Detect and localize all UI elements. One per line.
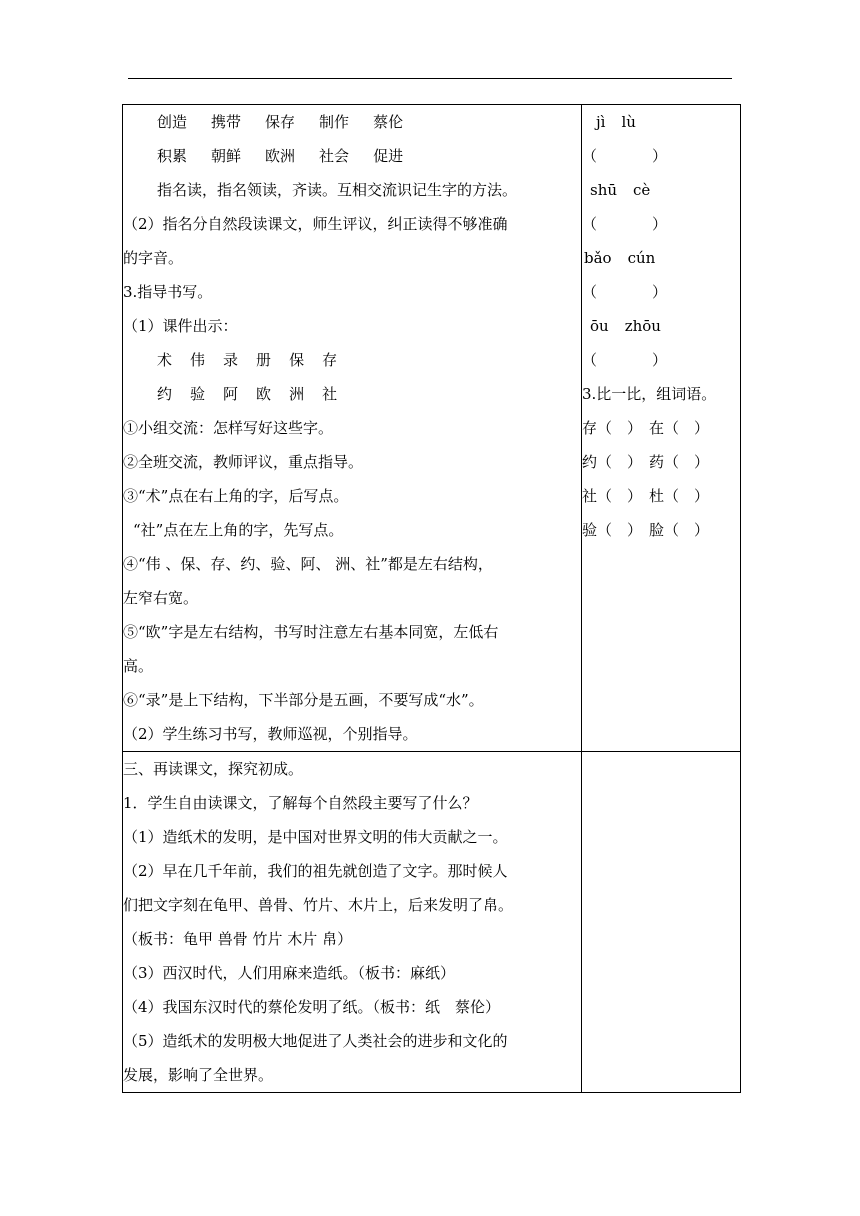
main-cell: [123, 752, 582, 1093]
point-2: ②全班交流，教师评议，重点指导。: [123, 453, 364, 471]
point-5a: ⑤“欧”字是左右结构，书写时注意左右基本同宽，左低右: [123, 623, 499, 641]
table-row: [123, 105, 741, 752]
answer-blank: [582, 207, 740, 241]
vocab-word: 创造: [157, 113, 188, 131]
pinyin-line: [582, 309, 740, 343]
paren-close: ）: [652, 283, 668, 301]
paragraph-2c: （板书：龟甲 兽骨 竹片 木片 帛）: [123, 930, 353, 948]
char: 保: [289, 351, 305, 369]
practice-line: （2）学生练习书写，教师巡视，个别指导。: [123, 725, 418, 743]
side-cell-empty: [582, 752, 741, 1093]
compare-row: [582, 479, 740, 513]
char: 洲: [289, 385, 305, 403]
char: 术: [157, 351, 173, 369]
side-cell: [582, 105, 741, 752]
lesson-table: [122, 104, 741, 1093]
read-instruction: 指名读，指名领读，齐读。互相交流识记生字的方法。: [157, 181, 518, 199]
compare-row: [582, 445, 740, 479]
compare-item: 脸（ ）: [649, 521, 710, 539]
point-3a: ③“术”点在右上角的字，后写点。: [123, 487, 349, 505]
paren-close: ）: [652, 215, 668, 233]
compare-item: 药（ ）: [649, 453, 710, 471]
paragraph-2a: （2）早在几千年前，我们的祖先就创造了文字。那时候人: [123, 862, 508, 880]
char: 录: [223, 351, 239, 369]
chars-line-2: [123, 377, 581, 411]
vocab-line-1: [123, 105, 581, 139]
compare-row: [582, 411, 740, 445]
paren-close: ）: [652, 147, 668, 165]
vocab-word: 促进: [373, 147, 404, 165]
point-1: ①小组交流：怎样写好这些字。: [123, 419, 334, 437]
pinyin-syllable: jì: [596, 113, 606, 131]
header-rule: [128, 78, 732, 79]
vocab-word: 携带: [211, 113, 242, 131]
pinyin-syllable: shū: [590, 181, 618, 199]
paren-open: （: [582, 283, 598, 301]
pinyin-line: [582, 241, 740, 275]
pinyin-line: [582, 173, 740, 207]
char: 欧: [256, 385, 272, 403]
vocab-word: 欧洲: [265, 147, 296, 165]
paragraph-4: （4）我国东汉时代的蔡伦发明了纸。（板书：纸 蔡伦）: [123, 998, 501, 1016]
point-3b: “社”点在左上角的字，先写点。: [133, 521, 344, 539]
paragraph-3: （3）西汉时代，人们用麻来造纸。（板书：麻纸）: [123, 964, 456, 982]
compare-item: 约（ ）: [582, 453, 643, 471]
char: 社: [322, 385, 338, 403]
pinyin-syllable: cè: [633, 181, 651, 199]
compare-item: 验（ ）: [582, 521, 643, 539]
compare-item: 存（ ）: [582, 419, 643, 437]
paren-close: ）: [652, 351, 668, 369]
paragraph-2b: 们把文字刻在龟甲、兽骨、竹片、木片上，后来发明了帛。: [123, 896, 514, 914]
char: 册: [256, 351, 272, 369]
paren-open: （: [582, 147, 598, 165]
answer-blank: [582, 343, 740, 377]
answer-blank: [582, 275, 740, 309]
point-4a: ④“伟 、保、存、约、验、阿、 洲、社”都是左右结构，: [123, 555, 493, 573]
paren-open: （: [582, 351, 598, 369]
main-cell: [123, 105, 582, 752]
step2-line-2: 的字音。: [123, 249, 184, 267]
vocab-word: 积累: [157, 147, 188, 165]
point-6: ⑥“录”是上下结构，下半部分是五画，不要写成“水”。: [123, 691, 484, 709]
compare-item: 社（ ）: [582, 487, 643, 505]
vocab-word: 蔡伦: [373, 113, 404, 131]
task-line: 1．学生自由读课文，了解每个自然段主要写了什么？: [123, 794, 478, 812]
char: 阿: [223, 385, 239, 403]
char: 存: [322, 351, 338, 369]
compare-item: 在（ ）: [649, 419, 710, 437]
table-row: [123, 752, 741, 1093]
pinyin-syllable: ōu: [590, 317, 609, 335]
vocab-line-2: [123, 139, 581, 173]
compare-item: 杜（ ）: [649, 487, 710, 505]
char: 伟: [190, 351, 206, 369]
pinyin-syllable: zhōu: [624, 317, 661, 335]
pinyin-syllable: lù: [621, 113, 636, 131]
section-title: 三、再读课文，探究初成。: [123, 760, 304, 778]
pinyin-line: [582, 105, 740, 139]
vocab-word: 保存: [265, 113, 296, 131]
pinyin-syllable: cún: [627, 249, 656, 267]
paragraph-5a: （5）造纸术的发明极大地促进了人类社会的进步和文化的: [123, 1032, 508, 1050]
paragraph-5b: 发展，影响了全世界。: [123, 1066, 274, 1084]
point-5b: 高。: [123, 657, 154, 675]
vocab-word: 社会: [319, 147, 350, 165]
guide-title: 3.指导书写。: [123, 283, 213, 301]
paren-open: （: [582, 215, 598, 233]
char: 验: [190, 385, 206, 403]
answer-blank: [582, 139, 740, 173]
vocab-word: 制作: [319, 113, 350, 131]
compare-row: [582, 513, 740, 547]
compare-title: 3.比一比，组词语。: [582, 385, 717, 403]
char: 约: [157, 385, 173, 403]
pinyin-syllable: bǎo: [584, 249, 612, 267]
chars-line-1: [123, 343, 581, 377]
point-4b: 左窄右宽。: [123, 589, 199, 607]
step2-line-1: （2）指名分自然段读课文，师生评议，纠正读得不够准确: [123, 215, 508, 233]
paragraph-1: （1）造纸术的发明，是中国对世界文明的伟大贡献之一。: [123, 828, 508, 846]
courseware-line: （1）课件出示：: [123, 317, 238, 335]
vocab-word: 朝鲜: [211, 147, 242, 165]
